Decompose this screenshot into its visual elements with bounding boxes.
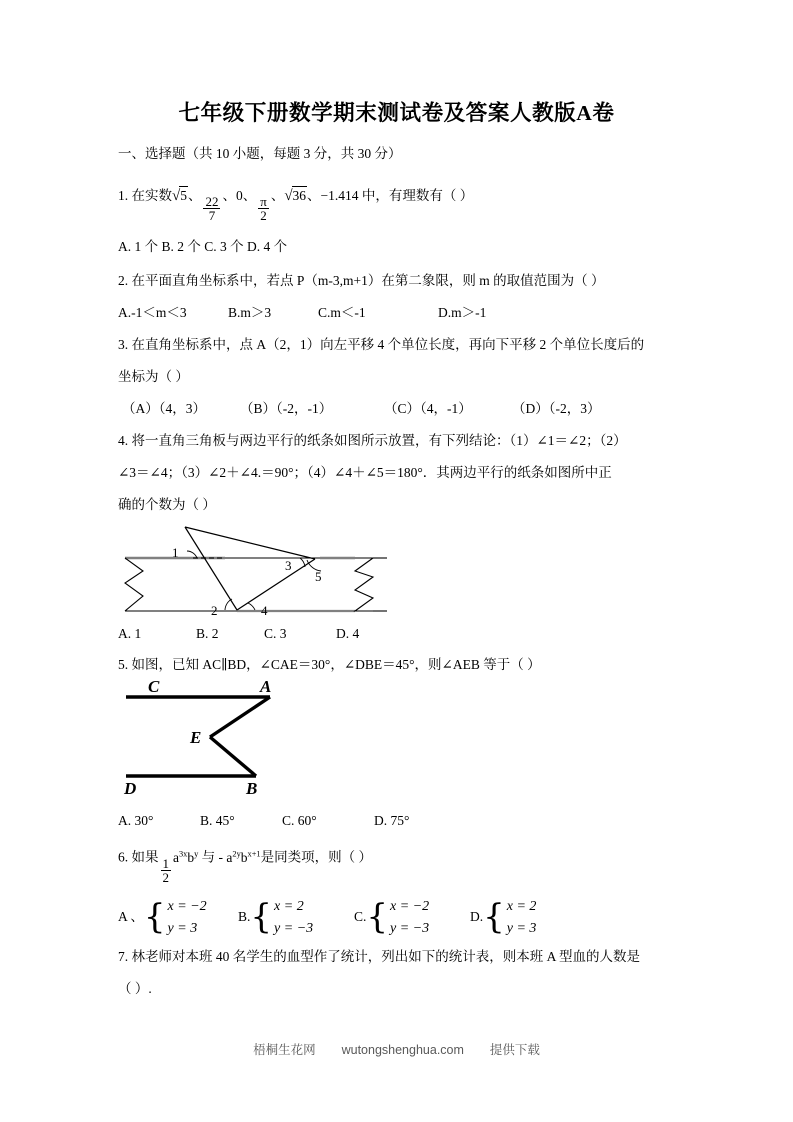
question-2-stem: 2. 在平面直角坐标系中，若点 P（m-3,m+1）在第二象限，则 m 的取值范围为（ ） — [118, 273, 605, 288]
question-4-option-d: D. 4 — [336, 626, 360, 641]
zigzag-parallel-lines-figure — [112, 676, 312, 805]
angle-label-3: 3 — [285, 558, 292, 573]
question-6-option-a — [118, 896, 207, 939]
option-b-x: x = 2 — [274, 899, 304, 914]
question-5-option-a: A. 30° — [118, 813, 154, 828]
question-4-stem-line2: ∠3＝∠4；（3）∠2＋∠4.＝90°；（4）∠4＋∠5＝180°．其两边平行的纸条如图所中正 — [118, 465, 612, 480]
option-c-label: C. — [354, 908, 367, 924]
question-6-stem — [118, 845, 372, 884]
question-1-stem-suffix: 中，有理数有（ ） — [361, 188, 474, 203]
footer-site-name: 梧桐生花网 — [253, 1043, 316, 1057]
option-b-y: y = −3 — [274, 920, 314, 936]
option-a-y: y = 3 — [167, 920, 198, 936]
question-7-stem-line1: 7. 林老师对本班 40 名学生的血型作了统计，列出如下的统计表，则本班 A 型血的人数是 — [118, 949, 641, 964]
question-5-option-c: C. 60° — [282, 813, 317, 828]
point-label-E: E — [190, 728, 202, 747]
sqrt-5: √5 — [172, 188, 187, 204]
question-3-option-d: （D）（-2，3） — [512, 401, 601, 416]
question-3-option-b: （B）（-2，-1） — [240, 401, 333, 416]
question-5-option-d: D. 75° — [374, 813, 410, 828]
sep: 、 — [187, 188, 202, 203]
footer-watermark — [0, 1040, 793, 1058]
question-4-option-c: C. 3 — [264, 626, 287, 641]
question-2-option-d: D.m＞-1 — [438, 305, 487, 320]
point-label-A: A — [260, 677, 272, 696]
question-3-option-c: （C）（4，-1） — [384, 401, 472, 416]
parallel-strip-triangle-figure — [115, 515, 415, 625]
term-2: $a^{2y}b^{x+1}$ — [223, 849, 261, 865]
question-6-stem-suffix: 是同类项，则（ ） — [260, 849, 372, 865]
system-b: { x = 2 y = −3 — [250, 896, 313, 939]
option-d-label: D. — [470, 908, 484, 924]
value-neg-1414: −1.414 — [320, 188, 362, 203]
system-d: { x = 2 y = 3 — [483, 896, 536, 939]
question-1-options: A. 1 个 B. 2 个 C. 3 个 D. 4 个 — [118, 239, 288, 254]
figure-5-svg — [112, 676, 312, 800]
question-4-option-b: B. 2 — [196, 626, 219, 641]
sep: 、 — [270, 188, 285, 203]
section-heading: 一、选择题（共 10 小题，每题 3 分，共 30 分） — [118, 146, 402, 161]
question-6-stem-middle: 与 - — [201, 849, 224, 865]
point-label-D: D — [124, 779, 137, 798]
question-6-option-b — [238, 896, 313, 939]
sep: 、0、 — [222, 188, 257, 203]
question-1-stem — [118, 186, 473, 223]
question-3-stem-line1: 3. 在直角坐标系中，点 A（2，1）向左平移 4 个单位长度，再向下平移 2 个单位长度后的 — [118, 337, 645, 352]
question-6-option-d — [470, 896, 536, 939]
question-2-option-b: B.m＞3 — [228, 305, 272, 320]
point-label-B: B — [246, 779, 258, 798]
angle-label-4: 4 — [261, 603, 268, 618]
question-7-stem-line2: （ ）. — [118, 981, 152, 996]
question-6-option-c — [354, 896, 429, 939]
sep: 、 — [307, 188, 321, 203]
question-4-stem-line1: 4. 将一直角三角板与两边平行的纸条如图所示放置，有下列结论：（1）∠1＝∠2；（2） — [118, 433, 627, 448]
system-c: { x = −2 y = −3 — [366, 896, 429, 939]
footer-note: 提供下载 — [489, 1043, 540, 1057]
fraction-22-7: $\frac{22}{7}$ — [205, 194, 219, 224]
question-5-stem: 5. 如图，已知 AC∥BD，∠CAE＝30°，∠DBE＝45°，则∠AEB 等于（ ） — [118, 657, 541, 672]
option-a-label: A 、 — [118, 908, 144, 924]
option-c-x: x = −2 — [390, 899, 430, 914]
option-b-label: B. — [238, 908, 251, 924]
question-4-stem-line3: 确的个数为（ ） — [118, 497, 216, 512]
question-2-option-c: C.m＜-1 — [318, 305, 366, 320]
page-title: 七年级下册数学期末测试卷及答案人教版A卷 — [178, 101, 615, 125]
angle-label-1: 1 — [172, 545, 179, 560]
option-c-y: y = −3 — [390, 920, 430, 936]
sqrt-36: √36 — [284, 188, 307, 204]
system-a: { x = −2 y = 3 — [144, 896, 207, 939]
footer-site-url: wutongshenghua.com — [341, 1043, 464, 1057]
point-label-C: C — [148, 677, 160, 696]
question-6-stem-prefix: 6. 如果 — [118, 849, 159, 865]
option-d-x: x = 2 — [506, 899, 537, 914]
figure-4-svg — [115, 515, 415, 620]
option-d-y: y = 3 — [506, 920, 537, 936]
angle-label-2: 2 — [211, 603, 218, 618]
fraction-pi-2: $\frac{\pi}{2}$ — [260, 194, 267, 224]
term-1: $a^{3x}b^y$ — [173, 849, 199, 865]
angle-label-5: 5 — [315, 569, 322, 584]
question-2-option-a: A.-1＜m＜3 — [118, 305, 187, 320]
question-3-stem-line2: 坐标为（ ） — [118, 369, 189, 384]
option-a-x: x = −2 — [167, 899, 207, 914]
question-5-option-b: B. 45° — [200, 813, 235, 828]
fraction-1-2: $\frac{1}{2}$ — [162, 855, 169, 885]
question-4-option-a: A. 1 — [118, 626, 142, 641]
question-3-option-a: （A）（4，3） — [122, 401, 206, 416]
question-1-stem-prefix: 1. 在实数 — [118, 188, 172, 203]
